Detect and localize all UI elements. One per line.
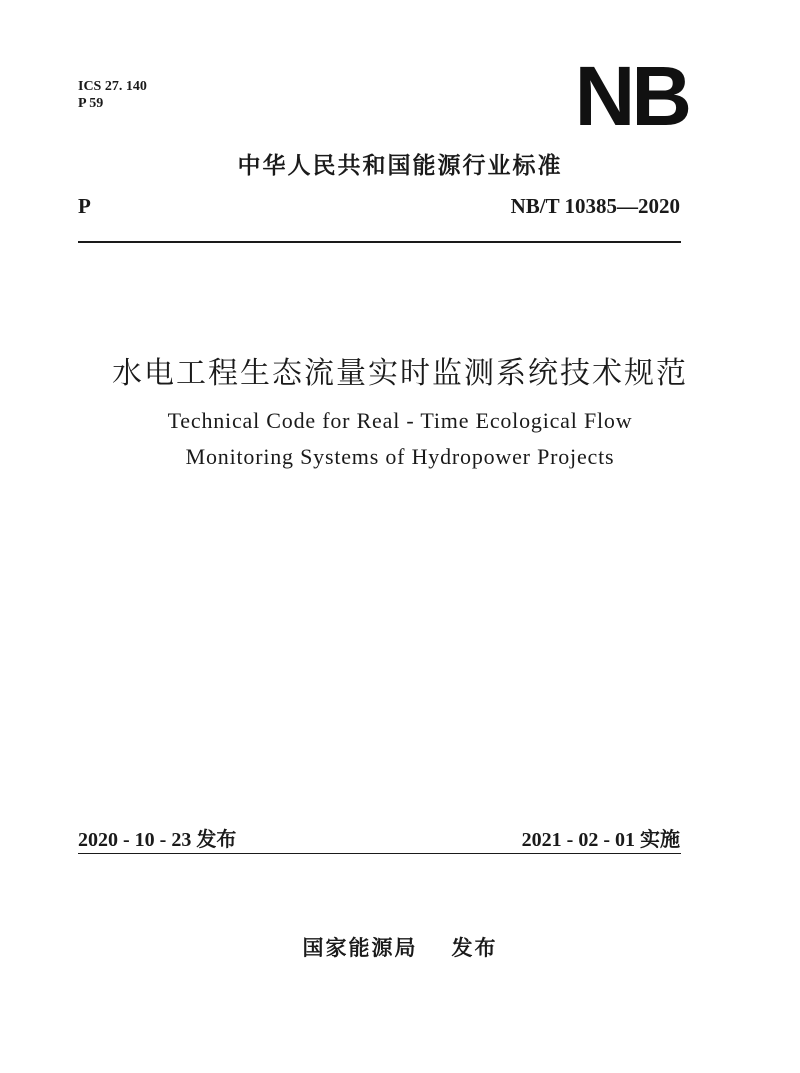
issue-label: 发布	[196, 827, 237, 851]
issue-date: 2020 - 10 - 23	[78, 829, 192, 851]
implementation-date: 2021 - 02 - 01	[521, 829, 635, 851]
implementation-label: 实施	[640, 827, 680, 851]
title-chinese: 水电工程生态流量实时监测系统技术规范	[112, 356, 688, 391]
header-divider	[78, 241, 681, 243]
implementation-date-block	[522, 823, 680, 852]
classification-code: P 59	[78, 96, 104, 111]
ics-block	[78, 78, 147, 112]
ics-code: ICS 27. 140	[78, 79, 147, 94]
authority-title: 中华人民共和国能源行业标准	[237, 153, 563, 179]
dates-divider	[78, 853, 681, 854]
nb-logo: NB	[574, 49, 688, 143]
publisher-action: 发布	[451, 936, 498, 960]
title-english-line1: Technical Code for Real - Time Ecological Flow	[167, 408, 633, 433]
title-english-line2: Monitoring Systems of Hydropower Projects	[185, 444, 615, 469]
class-letter: P	[78, 194, 91, 218]
standard-number: NB/T 10385—2020	[510, 194, 680, 218]
publisher-line	[0, 932, 800, 962]
issue-date-block	[78, 823, 236, 852]
publisher-name: 国家能源局	[302, 936, 418, 960]
